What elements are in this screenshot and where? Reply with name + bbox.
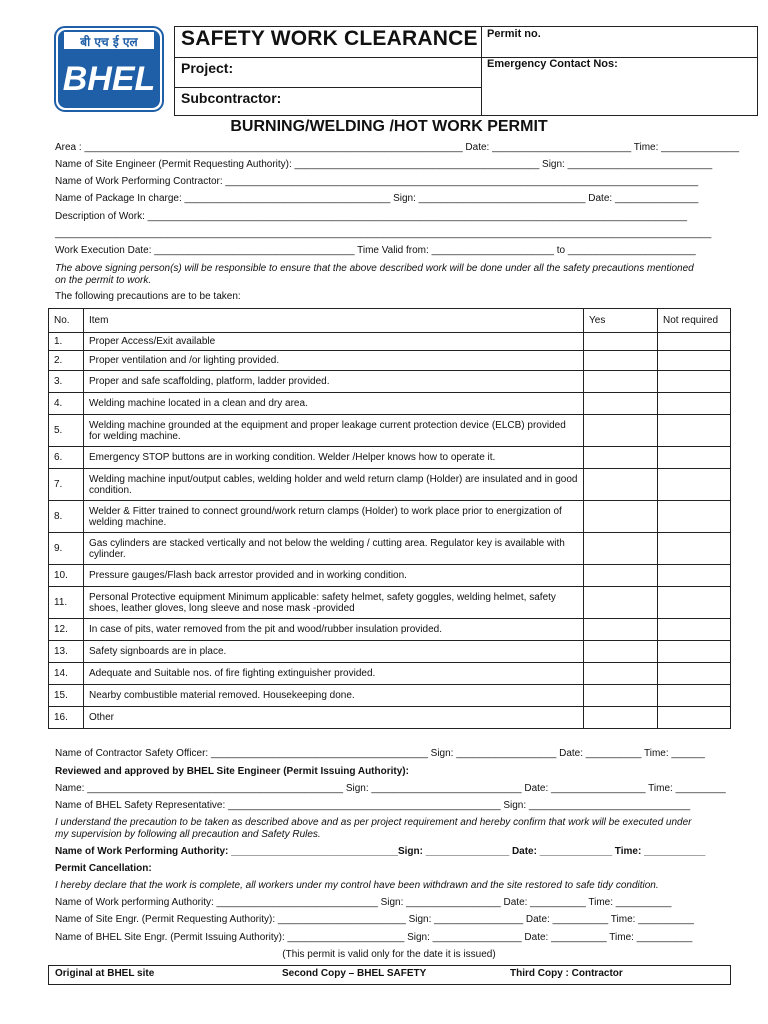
- col-no-header: No.: [49, 309, 84, 333]
- reviewer-name-field[interactable]: Name: ______________________________________________ Sign: ___________________________ Date: _________________ Time: _________: [55, 783, 726, 794]
- table-row: [49, 641, 731, 663]
- header-table: [174, 26, 758, 116]
- emergency-contact-label: Emergency Contact Nos:: [487, 58, 618, 70]
- row-item: Other: [84, 707, 584, 729]
- form-title: BURNING/WELDING /HOT WORK PERMIT: [230, 118, 548, 135]
- row-item: Pressure gauges/Flash back arrestor provided and in working condition.: [84, 565, 584, 587]
- row-item: Personal Protective equipment Minimum applicable: safety helmet, safety goggles, welding helmet, safety shoes, leather gloves, long sleeve and nose mask -provided: [84, 587, 584, 619]
- yes-cell[interactable]: [584, 619, 658, 641]
- row-item: Safety signboards are in place.: [84, 641, 584, 663]
- yes-cell[interactable]: [584, 587, 658, 619]
- yes-cell[interactable]: [584, 333, 658, 351]
- not-required-cell[interactable]: [658, 641, 731, 663]
- not-required-cell[interactable]: [658, 587, 731, 619]
- table-row: [49, 333, 731, 351]
- not-required-cell[interactable]: [658, 333, 731, 351]
- yes-cell[interactable]: [584, 371, 658, 393]
- bhel-logo-mark: [54, 26, 164, 112]
- package-incharge-field[interactable]: Name of Package In charge: _____________________________________ Sign: ______________________________ Date: _______________: [55, 193, 699, 204]
- row-item: Welder & Fitter trained to connect ground/work return clamps (Holder) to work place prior to energization of welding machine.: [84, 501, 584, 533]
- footer-second-copy: Second Copy – BHEL SAFETY: [282, 968, 427, 979]
- table-row: [49, 501, 731, 533]
- permit-no-label: Permit no.: [487, 28, 541, 40]
- col-item-header: Item: [84, 309, 584, 333]
- not-required-cell[interactable]: [658, 565, 731, 587]
- permit-cancellation-heading: Permit Cancellation:: [55, 863, 152, 874]
- table-row: [49, 415, 731, 447]
- row-number: 2.: [49, 351, 84, 371]
- not-required-cell[interactable]: [658, 371, 731, 393]
- table-row: [49, 663, 731, 685]
- contractor-field[interactable]: Name of Work Performing Contractor: _____________________________________________________________________________________: [55, 176, 699, 187]
- yes-cell[interactable]: [584, 685, 658, 707]
- row-item: Adequate and Suitable nos. of fire fighting extinguisher provided.: [84, 663, 584, 685]
- col-not-required-header: Not required: [658, 309, 731, 333]
- yes-cell[interactable]: [584, 415, 658, 447]
- precautions-intro: The following precautions are to be taken:: [55, 291, 241, 302]
- row-number: 10.: [49, 565, 84, 587]
- not-required-cell[interactable]: [658, 447, 731, 469]
- yes-cell[interactable]: [584, 393, 658, 415]
- row-number: 1.: [49, 333, 84, 351]
- row-number: 3.: [49, 371, 84, 393]
- yes-cell[interactable]: [584, 447, 658, 469]
- execution-date-field[interactable]: Work Execution Date: ____________________________________ Time Valid from: ______________________ to _______________________: [55, 245, 696, 256]
- cancel-work-authority-field[interactable]: Name of Work performing Authority: _____________________________ Sign: _________________ Date: __________ Time: __________: [55, 897, 672, 908]
- yes-cell[interactable]: [584, 565, 658, 587]
- table-row: [49, 685, 731, 707]
- row-number: 6.: [49, 447, 84, 469]
- row-item: Welding machine located in a clean and dry area.: [84, 393, 584, 415]
- not-required-cell[interactable]: [658, 469, 731, 501]
- reviewed-heading: Reviewed and approved by BHEL Site Engineer (Permit Issuing Authority):: [55, 766, 409, 777]
- bhel-logo: [54, 26, 164, 112]
- work-performing-authority-field[interactable]: Name of Work Performing Authority: ______________________________Sign: _______________ Date: _____________ Time: ___________: [55, 846, 706, 857]
- responsibility-note: The above signing person(s) will be responsible to ensure that the above described work will be done under all the safety precautions mentioned on the permit to work.: [55, 263, 694, 286]
- understand-note: I understand the precaution to be taken as described above and as per project requirement and hereby confirm that work will be executed under my supervision by following all precaution and Safety Rules.: [55, 817, 692, 840]
- not-required-cell[interactable]: [658, 415, 731, 447]
- not-required-cell[interactable]: [658, 663, 731, 685]
- contractor-safety-officer-field[interactable]: Name of Contractor Safety Officer: _______________________________________ Sign: __________________ Date: __________ Time: ______: [55, 748, 705, 759]
- row-item: Proper Access/Exit available: [84, 333, 584, 351]
- row-item: Proper ventilation and /or lighting provided.: [84, 351, 584, 371]
- yes-cell[interactable]: [584, 663, 658, 685]
- table-row: [49, 469, 731, 501]
- cancellation-note: I hereby declare that the work is complete, all workers under my control have been withdrawn and the site restored to safe tidy condition.: [55, 880, 659, 891]
- project-label: Project:: [181, 60, 234, 76]
- yes-cell[interactable]: [584, 707, 658, 729]
- yes-cell[interactable]: [584, 533, 658, 565]
- not-required-cell[interactable]: [658, 707, 731, 729]
- site-engineer-field[interactable]: Name of Site Engineer (Permit Requesting Authority): ____________________________________________ Sign: __________________________: [55, 159, 713, 170]
- logo-brand-text: BHEL: [62, 60, 156, 98]
- subcontractor-label: Subcontractor:: [181, 90, 282, 106]
- not-required-cell[interactable]: [658, 351, 731, 371]
- row-number: 14.: [49, 663, 84, 685]
- row-number: 7.: [49, 469, 84, 501]
- not-required-cell[interactable]: [658, 393, 731, 415]
- table-row: [49, 707, 731, 729]
- description-field[interactable]: Description of Work: _________________________________________________________________________________________________: [55, 211, 688, 222]
- logo-hindi-text: बी एच ई एल: [80, 35, 138, 49]
- not-required-cell[interactable]: [658, 685, 731, 707]
- cancel-bhel-engineer-field[interactable]: Name of BHEL Site Engr. (Permit Issuing Authority): _____________________ Sign: ________________ Date: __________ Time: __________: [55, 932, 693, 943]
- footer-third-copy: Third Copy : Contractor: [510, 968, 623, 979]
- row-number: 16.: [49, 707, 84, 729]
- not-required-cell[interactable]: [658, 619, 731, 641]
- row-number: 4.: [49, 393, 84, 415]
- page-title: SAFETY WORK CLEARANCE: [181, 27, 478, 50]
- table-header-row: [49, 309, 731, 333]
- copy-distribution-footer: [48, 965, 731, 985]
- row-number: 8.: [49, 501, 84, 533]
- yes-cell[interactable]: [584, 641, 658, 663]
- table-row: [49, 447, 731, 469]
- yes-cell[interactable]: [584, 351, 658, 371]
- yes-cell[interactable]: [584, 501, 658, 533]
- row-number: 9.: [49, 533, 84, 565]
- row-number: 15.: [49, 685, 84, 707]
- yes-cell[interactable]: [584, 469, 658, 501]
- table-row: [49, 371, 731, 393]
- footer-original: Original at BHEL site: [55, 968, 155, 979]
- row-number: 11.: [49, 587, 84, 619]
- col-yes-header: Yes: [584, 309, 658, 333]
- not-required-cell[interactable]: [658, 533, 731, 565]
- row-item: Welding machine input/output cables, welding holder and weld return clamp (Holder) are insulated and in good condition.: [84, 469, 584, 501]
- row-item: Welding machine grounded at the equipment and proper leakage current protection device (ELCB) provided for welding machine.: [84, 415, 584, 447]
- table-row: [49, 565, 731, 587]
- row-item: Emergency STOP buttons are in working condition. Welder /Helper knows how to operate it.: [84, 447, 584, 469]
- table-row: [49, 351, 731, 371]
- description-field-line2[interactable]: ______________________________________________________________________________________________________________________: [55, 228, 712, 239]
- not-required-cell[interactable]: [658, 501, 731, 533]
- validity-note: (This permit is valid only for the date it is issued): [282, 949, 496, 960]
- area-field[interactable]: Area : ____________________________________________________________________ Date: _________________________ Time: ______________: [55, 142, 740, 153]
- row-number: 13.: [49, 641, 84, 663]
- header-left: [175, 27, 482, 115]
- row-item: In case of pits, water removed from the pit and wood/rubber insulation provided.: [84, 619, 584, 641]
- row-item: Gas cylinders are stacked vertically and not below the welding / cutting area. Regulator key is available with cylinder.: [84, 533, 584, 565]
- table-row: [49, 393, 731, 415]
- safety-representative-field[interactable]: Name of BHEL Safety Representative: _________________________________________________ Sign: _____________________________: [55, 800, 691, 811]
- row-item: Nearby combustible material removed. Housekeeping done.: [84, 685, 584, 707]
- precautions-table: [48, 308, 731, 729]
- row-number: 12.: [49, 619, 84, 641]
- row-item: Proper and safe scaffolding, platform, ladder provided.: [84, 371, 584, 393]
- header-right: [481, 27, 757, 115]
- cancel-site-engineer-field[interactable]: Name of Site Engr. (Permit Requesting Authority): _______________________ Sign: ________________ Date: __________ Time: __________: [55, 914, 694, 925]
- row-number: 5.: [49, 415, 84, 447]
- table-row: [49, 619, 731, 641]
- table-row: [49, 587, 731, 619]
- table-row: [49, 533, 731, 565]
